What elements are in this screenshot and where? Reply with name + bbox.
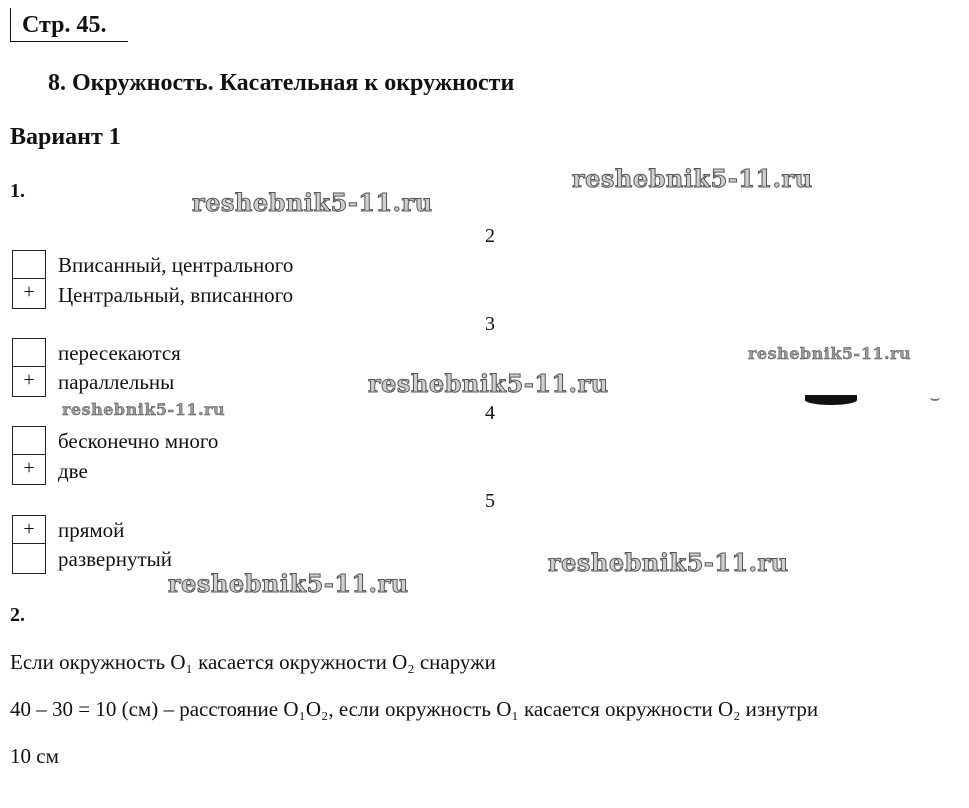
watermark: reshebnik5-11.ru bbox=[192, 188, 433, 217]
answer-line: 10 см bbox=[10, 744, 59, 768]
ink-mark bbox=[930, 394, 940, 401]
question-number: 4 bbox=[485, 402, 495, 424]
solution-line: Если окружность O₁ касается окружности O₂ снаружи bbox=[10, 650, 496, 674]
ink-smudge bbox=[805, 395, 857, 405]
option-text: две bbox=[58, 459, 88, 483]
option-text: Вписанный, центрального bbox=[58, 253, 294, 277]
answer-checkbox[interactable]: + bbox=[12, 367, 46, 397]
watermark: reshebnik5-11.ru bbox=[62, 400, 226, 419]
question-number: 3 bbox=[485, 313, 495, 335]
option-text: Центральный, вписанного bbox=[58, 283, 294, 307]
task2-number: 2. bbox=[10, 604, 25, 626]
answer-checkbox[interactable]: + bbox=[12, 279, 46, 309]
watermark: reshebnik5-11.ru bbox=[168, 569, 409, 598]
task1-number: 1. bbox=[10, 180, 25, 202]
answer-checkbox[interactable]: + bbox=[12, 515, 46, 544]
option-text: развернутый bbox=[58, 547, 172, 571]
question-number: 2 bbox=[485, 225, 495, 247]
variant-heading: Вариант 1 bbox=[10, 124, 121, 150]
answer-checkbox[interactable] bbox=[12, 250, 46, 279]
watermark: reshebnik5-11.ru bbox=[548, 548, 789, 577]
option-text: бесконечно много bbox=[58, 429, 219, 453]
option-text: параллельны bbox=[58, 370, 175, 394]
solution-line: 40 – 30 = 10 (см) – расстояние O₁O₂, если окружность O₁ касается окружности O₂ изнутри bbox=[10, 697, 819, 721]
option-text: прямой bbox=[58, 518, 125, 542]
question-number: 5 bbox=[485, 490, 495, 512]
watermark: reshebnik5-11.ru bbox=[368, 369, 609, 398]
watermark: reshebnik5-11.ru bbox=[748, 344, 912, 363]
answer-checkbox[interactable] bbox=[12, 426, 46, 455]
watermark: reshebnik5-11.ru bbox=[572, 164, 813, 193]
section-title: 8. Окружность. Касательная к окружности bbox=[48, 70, 515, 96]
answer-checkbox[interactable] bbox=[12, 544, 46, 574]
answer-checkbox[interactable] bbox=[12, 338, 46, 367]
answer-checkbox[interactable]: + bbox=[12, 455, 46, 485]
page-label: Стр. 45. bbox=[10, 8, 128, 42]
option-text: пересекаются bbox=[58, 341, 181, 365]
